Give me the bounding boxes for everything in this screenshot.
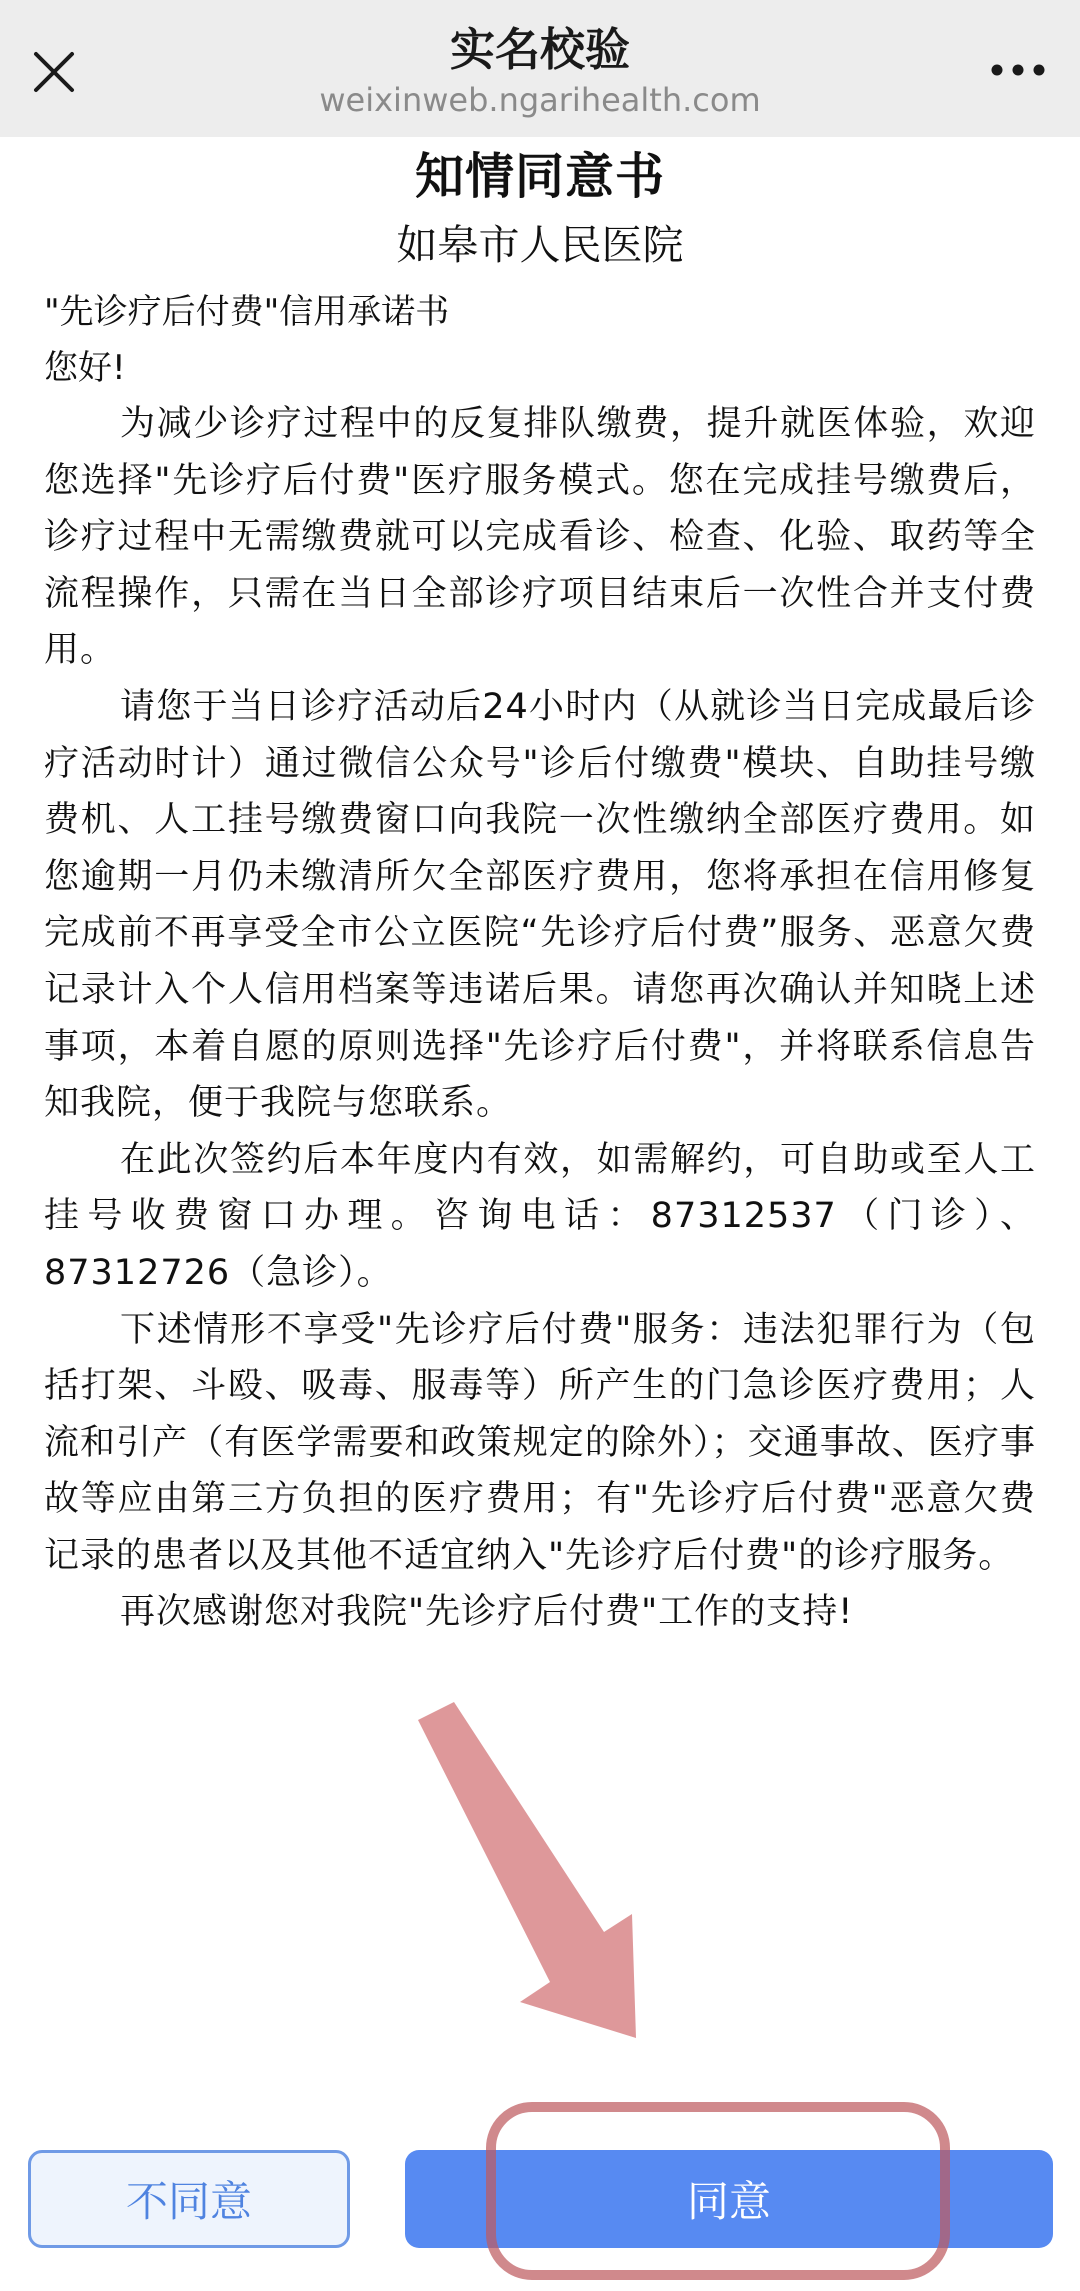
greeting: 您好! xyxy=(44,348,126,388)
paragraph-thanks: 再次感谢您对我院"先诊疗后付费"工作的支持! xyxy=(120,1592,854,1633)
page-url: weixinweb.ngarihealth.com xyxy=(319,81,761,119)
more-button[interactable] xyxy=(978,40,1058,100)
disagree-button[interactable]: 不同意 xyxy=(28,2150,350,2248)
document-title: 知情同意书 xyxy=(414,148,665,205)
annotation-arrow-icon xyxy=(400,1700,700,2050)
page-title: 实名校验 xyxy=(449,23,630,76)
paragraph-validity: 在此次签约后本年度内有效，如需解约，可自助或至人工挂号收费窗口办理。咨询电话：87312537（门诊）、87312726（急诊）。 xyxy=(44,1139,1036,1293)
paragraph-exclusions: 下述情形不享受"先诊疗后付费"服务：违法犯罪行为（包括打架、斗殴、吸毒、服毒等）所产生的门急诊医疗费用；人流和引产（有医学需要和政策规定的除外）；交通事故、医疗事故等应由第三方负担的医疗费用；有"先诊疗后付费"恶意欠费记录的患者以及其他不适宜纳入"先诊疗后付费"的诊疗服务。 xyxy=(44,1309,1036,1576)
paragraph-intro: 为减少诊疗过程中的反复排队缴费，提升就医体验，欢迎您选择"先诊疗后付费"医疗服务模式。您在完成挂号缴费后，诊疗过程中无需缴费就可以完成看诊、检查、化验、取药等全流程操作，只需在当日全部诊疗项目结束后一次性合并支付费用。 xyxy=(44,404,1036,671)
top-bar xyxy=(0,0,1080,137)
hospital-name: 如皋市人民医院 xyxy=(396,221,684,269)
consent-document xyxy=(44,140,1036,1641)
agree-button[interactable]: 同意 xyxy=(405,2150,1053,2248)
more-icon xyxy=(990,63,1046,77)
document-subtitle: "先诊疗后付费"信用承诺书 xyxy=(44,292,450,332)
paragraph-payment: 请您于当日诊疗活动后24小时内（从就诊当日完成最后诊疗活动时计）通过微信公众号"诊后付缴费"模块、自助挂号缴费机、人工挂号缴费窗口向我院一次性缴纳全部医疗费用。如您逾期一月仍未缴清所欠全部医疗费用，您将承担在信用修复完成前不再享受全市公立医院“先诊疗后付费”服务、恶意欠费记录计入个人信用档案等违诺后果。请您再次确认并知晓上述事项，本着自愿的原则选择"先诊疗后付费"，并将联系信息告知我院，便于我院与您联系。 xyxy=(44,686,1036,1124)
